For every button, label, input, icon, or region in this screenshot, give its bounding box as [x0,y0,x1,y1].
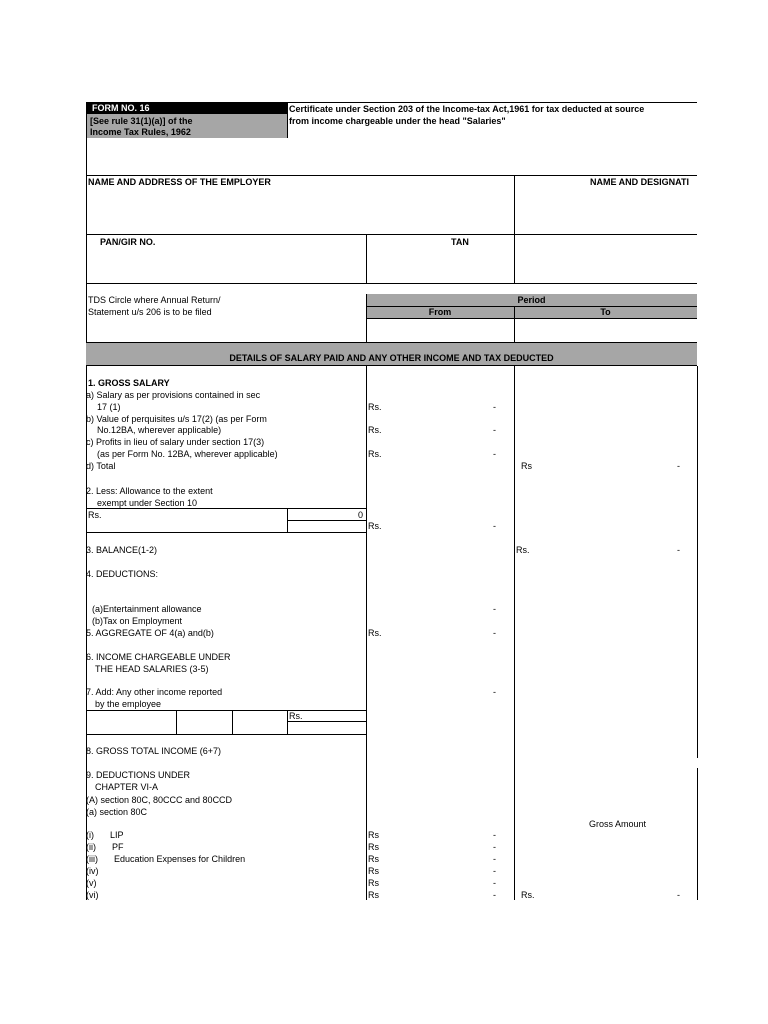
rule [366,366,367,900]
value-aggregate: - [493,628,496,638]
rule [287,710,288,734]
income-chargeable-line-1: 6. INCOME CHARGEABLE UNDER [86,652,231,662]
rs-80c-total: Rs. [521,890,535,900]
salary-line-a1: a) Salary as per provisions contained in sec [86,390,261,400]
item-rs: Rs [368,830,379,840]
item-rs: Rs [368,854,379,864]
item-label: LIP [110,830,124,840]
less-allowance-line-2: exempt under Section 10 [97,498,198,508]
tan-label: TAN [451,237,469,247]
item-value: - [493,878,496,888]
total-label: d) Total [86,461,116,471]
value-b: - [493,425,496,435]
allowance-value: 0 [357,510,363,520]
section-80c-label: (a) section 80C [86,807,148,817]
period-label: Period [517,295,546,305]
rule [287,102,697,103]
tds-circle-line-2: Statement u/s 206 is to be filed [88,307,212,317]
item-value: - [493,854,496,864]
deductions-label: 4. DEDUCTIONS: [86,569,159,579]
balance-label: 3. BALANCE(1-2) [86,545,158,555]
rule [366,234,367,283]
rule [366,318,697,319]
rule [86,234,697,235]
item-rs: Rs [368,842,379,852]
rs-allowance-total: Rs. [368,521,382,531]
rs-aggregate: Rs. [368,628,382,638]
value-entertainment: - [493,604,496,614]
gross-total-income-label: 8. GROSS TOTAL INCOME (6+7) [86,746,221,756]
rule [232,710,233,734]
tds-circle-line-1: TDS Circle where Annual Return/ [88,295,221,305]
profits-line-c1: c) Profits in lieu of salary under section 17(3) [86,437,265,447]
section-80c-80ccc-label: (A) section 80C, 80CCC and 80CCD [86,795,233,805]
rule [86,710,366,711]
rule [86,734,366,735]
rs-allowance: Rs. [88,510,102,520]
gross-amount-label: Gross Amount [589,819,647,829]
item-number: (ii) [86,842,96,852]
item-number: (iii) [86,854,98,864]
item-label: Education Expenses for Children [114,854,246,864]
deductions-chapter-line-1: 9. DEDUCTIONS UNDER [86,770,191,780]
section-title: DETAILS OF SALARY PAID AND ANY OTHER INCOME AND TAX DEDUCTED [229,353,554,363]
item-number: (v) [86,878,97,888]
income-chargeable-line-2: THE HEAD SALARIES (3-5) [95,664,209,674]
rule [514,175,515,283]
employee-name-label: NAME AND DESIGNATI [590,177,689,187]
deductions-chapter-line-2: CHAPTER VI-A [95,782,159,792]
rule [287,102,288,138]
entertainment-label: (a)Entertainment allowance [92,604,202,614]
perquisites-line-b2: No.12BA, wherever applicable) [97,425,222,435]
rs-balance: Rs. [516,545,530,555]
from-label: From [428,307,452,317]
rule [176,710,177,734]
rule-line-2: Income Tax Rules, 1962 [90,127,191,137]
rs-c: Rs. [368,449,382,459]
value-80c-total: - [677,890,680,900]
other-income-line-2: by the employee [95,699,162,709]
rule [697,366,698,758]
item-rs: Rs [368,866,379,876]
rs-other-income: Rs. [289,711,303,721]
certificate-line-1: Certificate under Section 203 of the Income-tax Act,1961 for tax deducted at source [289,104,645,114]
rs-a: Rs. [368,402,382,412]
rule [86,532,366,533]
aggregate-label: 5. AGGREGATE OF 4(a) and(b) [86,628,214,638]
item-label: PF [112,842,124,852]
value-balance: - [677,545,680,555]
employer-name-address-label: NAME AND ADDRESS OF THE EMPLOYER [88,177,271,187]
value-allowance-total: - [493,521,496,531]
value-c: - [493,449,496,459]
item-number: (i) [86,830,94,840]
less-allowance-line-1: 2. Less: Allowance to the extent [86,486,213,496]
item-rs: Rs [368,890,379,900]
item-value: - [493,866,496,876]
item-rs: Rs [368,878,379,888]
item-value: - [493,842,496,852]
item-value: - [493,830,496,840]
rule [697,768,698,900]
other-income-line-1: 7. Add: Any other income reported [86,687,223,697]
salary-line-a2: 17 (1) [97,402,121,412]
gross-salary-heading: 1. GROSS SALARY [88,378,170,388]
item-value: - [493,890,496,900]
profits-line-c2: (as per Form No. 12BA, wherever applicable) [97,449,278,459]
rule [86,283,697,284]
item-number: (iv) [86,866,99,876]
certificate-line-2: from income chargeable under the head "Salaries" [289,116,506,126]
value-total: - [677,461,680,471]
perquisites-line-b1: b) Value of perquisites u/s 17(2) (as per Form [86,414,267,424]
value-other-income: - [493,687,496,697]
pan-label: PAN/GIR NO. [100,237,156,247]
tax-on-employment-label: (b)Tax on Employment [92,616,183,626]
form-number: FORM NO. 16 [92,103,150,113]
rule-line-1: [See rule 31(1)(a)] of the [90,116,193,126]
rs-total: Rs [521,461,532,471]
value-a: - [493,402,496,412]
rs-b: Rs. [368,425,382,435]
rule [514,366,515,900]
to-label: To [600,307,611,317]
item-number: (vi) [86,890,99,900]
